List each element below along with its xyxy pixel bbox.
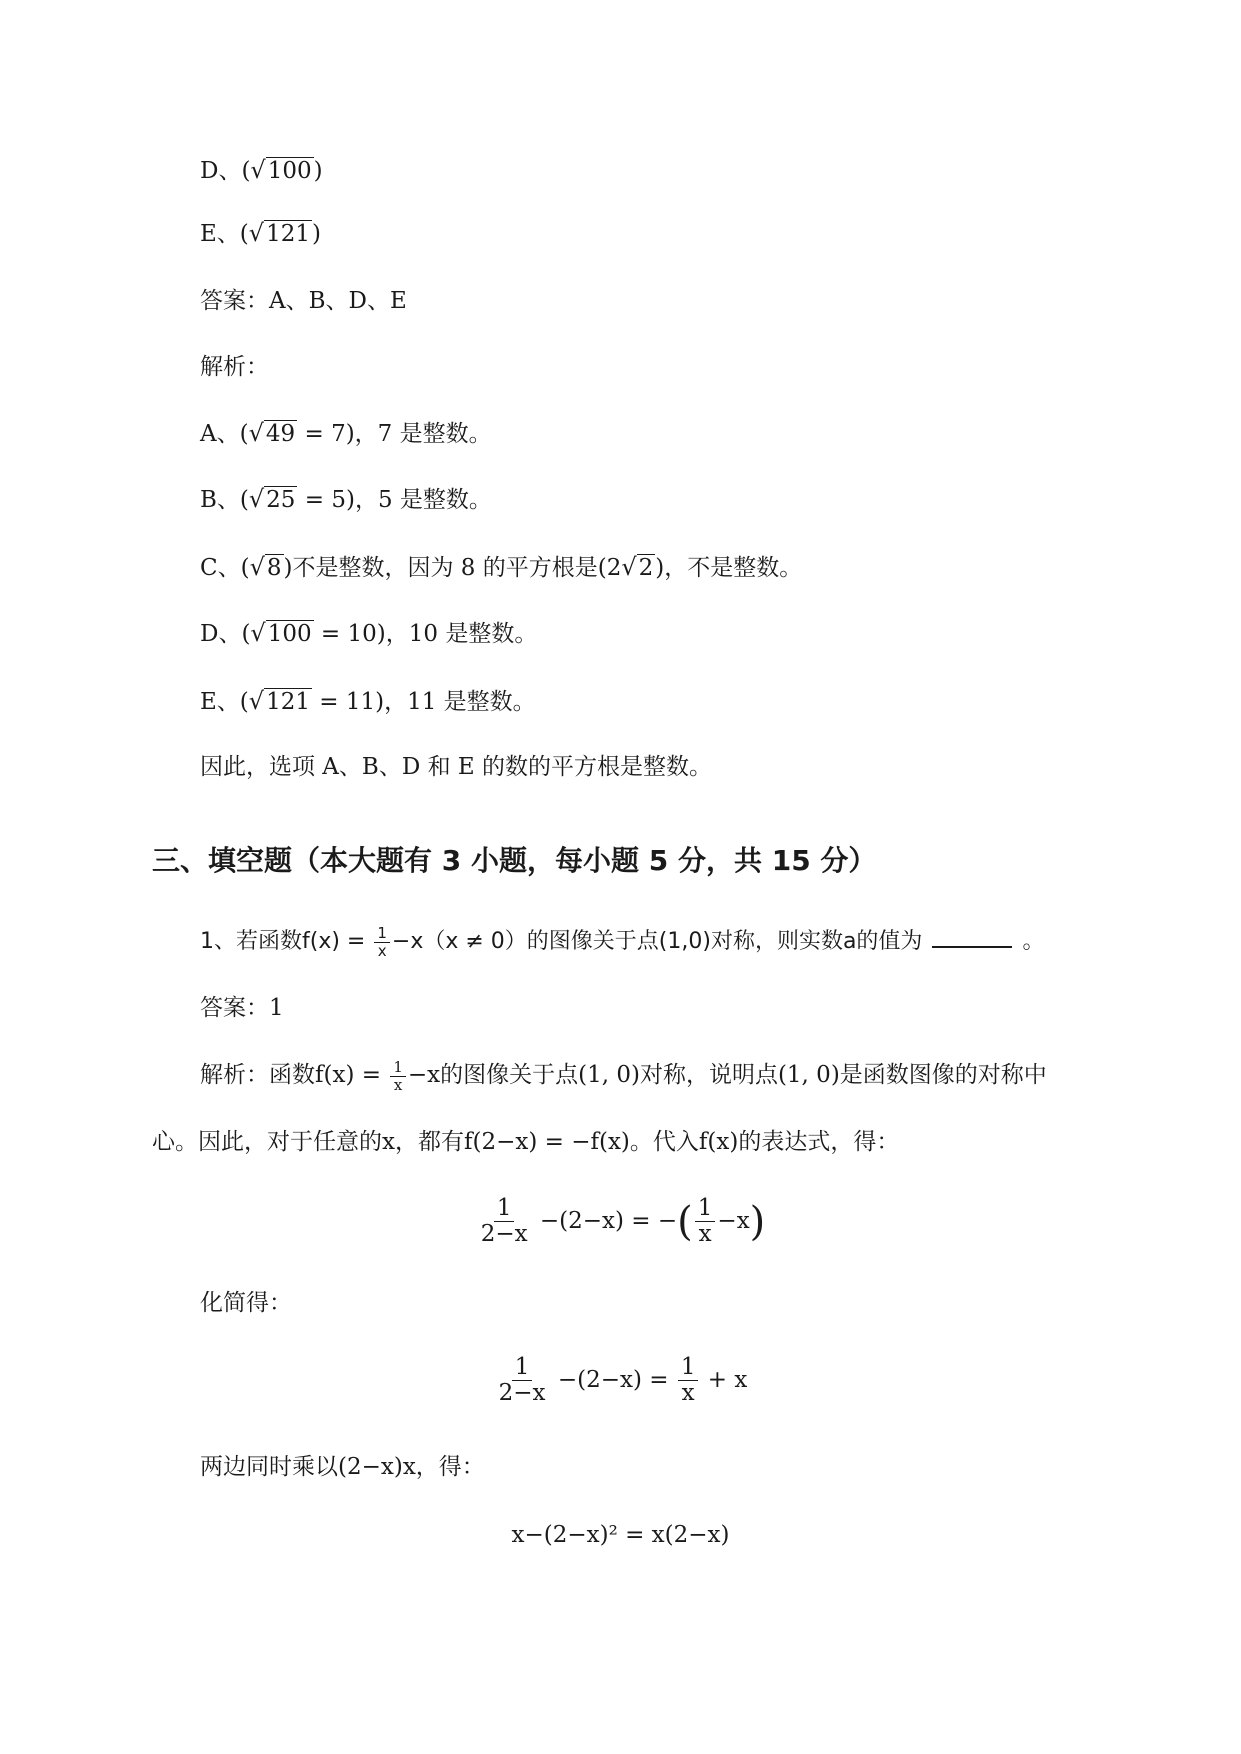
analysis-c: C、(√8)不是整数，因为 8 的平方根是(2√2)，不是整数。 <box>200 553 803 581</box>
analysis-2-line1: 解析：函数f(x) = $\frac{1}{x}$ −x的图像关于点(1, 0)对称，说明点(1, 0)是函数图像的对称中 <box>200 1058 1047 1094</box>
analysis-2-line2: 心。因此，对于任意的x，都有f(2−x) = −f(x)。代入f(x)的表达式，得： <box>152 1129 900 1155</box>
equation-3: x−(2−x)² = x(2−x) <box>511 1522 730 1548</box>
analysis-d: D、(√100 = 10)，10 是整数。 <box>200 619 538 647</box>
analysis-b: B、(√25 = 5)，5 是整数。 <box>200 485 492 513</box>
conclusion-line: 因此，选项 A、B、D 和 E 的数的平方根是整数。 <box>200 754 712 780</box>
equation-2: $\frac{1}{2-x}$ −(2−x) = $\frac{1}{x}$ + x <box>498 1354 748 1407</box>
answer-2: 答案：1 <box>200 995 284 1021</box>
section-heading: 三、填空题（本大题有 3 小题，每小题 5 分，共 15 分） <box>152 844 877 877</box>
simplify-label: 化简得： <box>200 1290 292 1316</box>
analysis-a: A、(√49 = 7)，7 是整数。 <box>200 419 492 447</box>
answer-blank[interactable] <box>932 928 1012 948</box>
analysis-label: 解析： <box>200 354 269 380</box>
option-d: D、(√100) <box>200 156 323 184</box>
multiply-label: 两边同时乘以(2−x)x，得： <box>200 1454 485 1480</box>
question-1: 1、若函数f(x) = $\frac{1}{x}$ −x（x ≠ 0）的图像关于点(1,0)对称，则实数a的值为 。 <box>200 924 1045 960</box>
option-e: E、(√121) <box>200 219 321 247</box>
answer-line: 答案：A、B、D、E <box>200 288 407 314</box>
analysis-e: E、(√121 = 11)，11 是整数。 <box>200 687 536 715</box>
equation-1: $\frac{1}{2-x}$ −(2−x) = −( $\frac{1}{x}$ −x) <box>480 1195 766 1248</box>
